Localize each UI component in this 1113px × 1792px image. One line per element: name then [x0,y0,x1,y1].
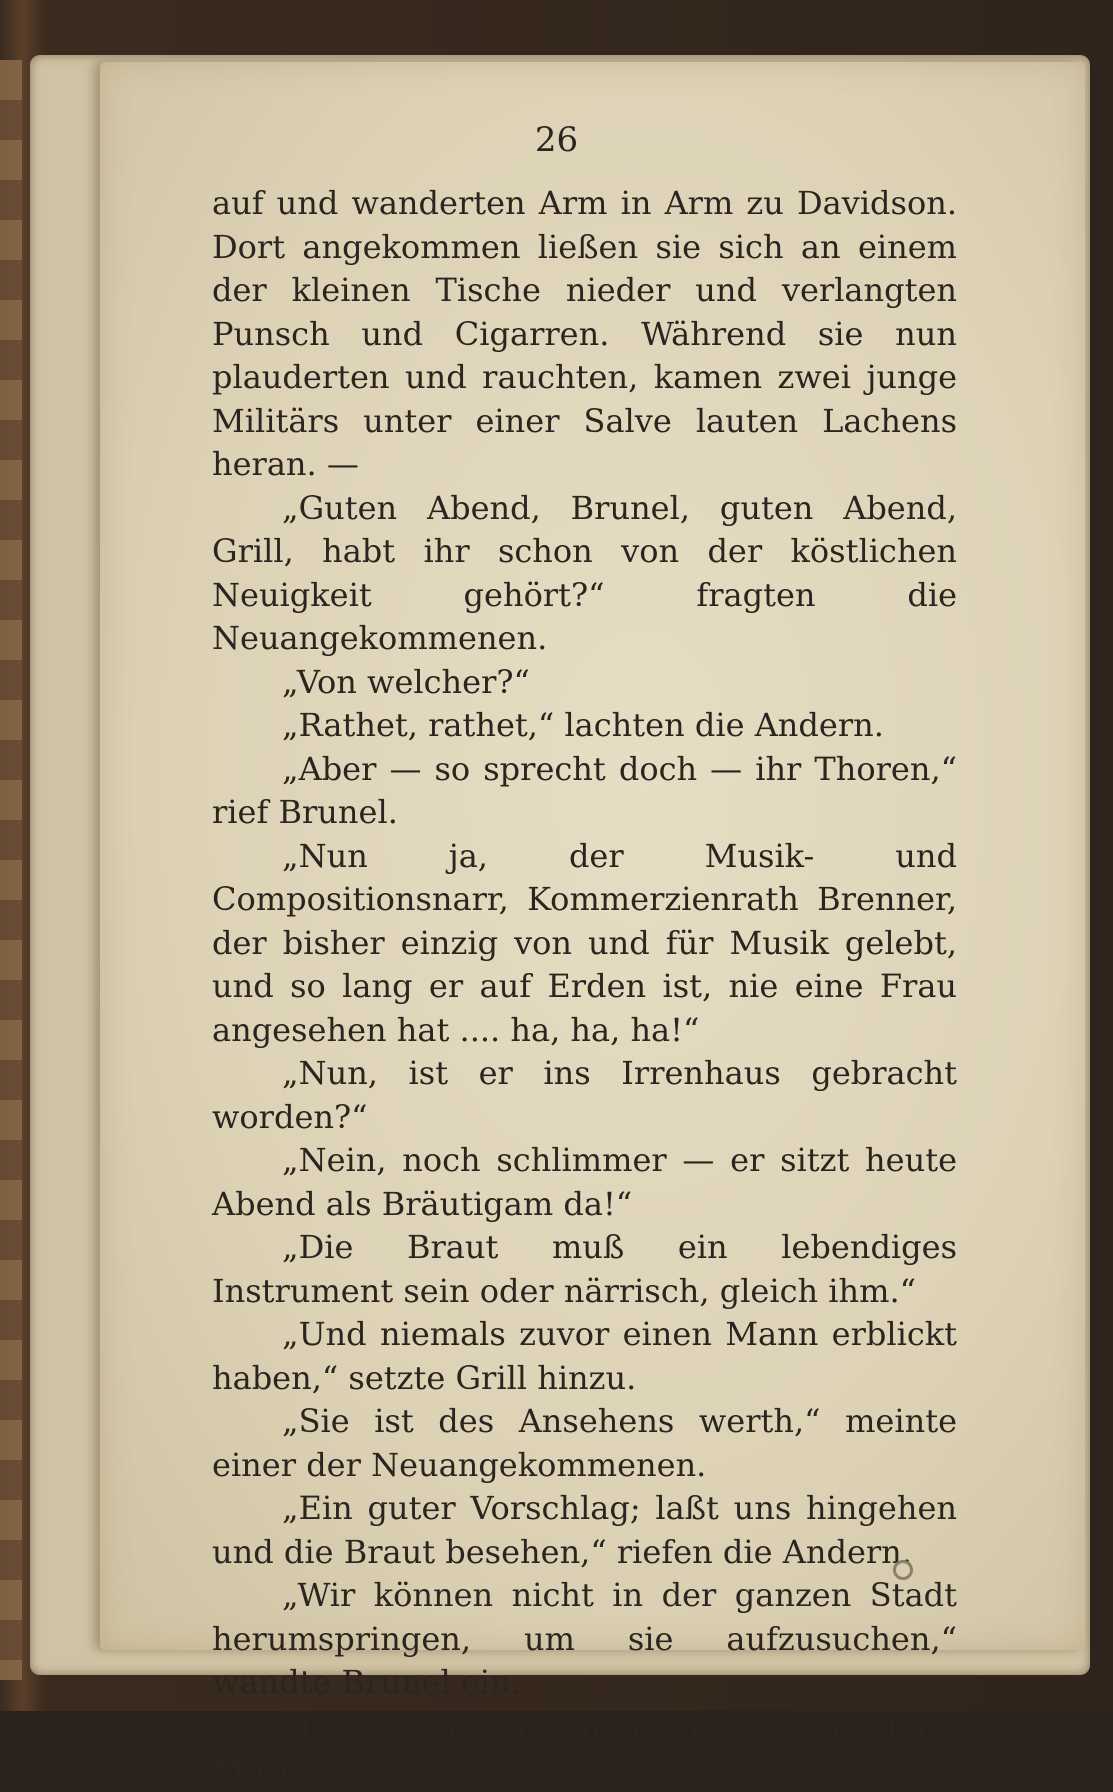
paragraph: auf und wanderten Arm in Arm zu Davidson. Dort angekommen ließen sie sich an einem der kleinen Tische nieder und verlangten Punsch und Cigarren. Während sie nun plauderten und rauchten, kamen zwei junge Militärs unter einer Salve lauten Lachens heran. — [212,184,957,483]
page-text [212,182,957,1792]
paragraph: „Und niemals zuvor einen Mann erblickt haben,“ setzte Grill hinzu. [212,1315,957,1397]
paragraph: „Die Braut muß ein lebendiges Instrument sein oder närrisch, gleich ihm.“ [212,1228,957,1310]
paragraph: „Aber — so sprecht doch — ihr Thoren,“ rief Brunel. [212,749,957,831]
paragraph: „Guten Abend, Brunel, guten Abend, Grill, habt ihr schon von der köstlichen Neuigkeit gehört?“ fragten die Neuangekommenen. [212,488,957,657]
paragraph: „Nun, ist er ins Irrenhaus gebracht worden?“ [212,1054,957,1136]
paragraph: „Nun ja, der Musik- und Compositionsnarr, Kommerzienrath Brenner, der bisher einzig von und für Musik gelebt, und so lang er auf Erden ist, nie eine Frau angesehen hat .... ha, ha, ha!“ [212,836,957,1049]
paragraph: „Das ist auch gar nicht nöthig; denn Moritz [212,1706,957,1788]
paragraph: „Nein, noch schlimmer — er sitzt heute Abend als Bräutigam da!“ [212,1141,957,1223]
page-number: 26 [534,120,579,160]
paragraph: „Wir können nicht in der ganzen Stadt herumspringen, um sie aufzusuchen,“ wandte Brunel ein. [212,1576,957,1701]
paragraph: „Von welcher?“ [282,662,530,701]
paragraph: „Sie ist des Ansehens werth,“ meinte einer der Neuangekommenen. [212,1402,957,1484]
book-spine [0,60,22,1680]
paper-hole [893,1560,913,1580]
paragraph: „Ein guter Vorschlag; laßt uns hingehen und die Braut besehen,“ riefen die Andern. [212,1489,957,1571]
paragraph: „Rathet, rathet,“ lachten die Andern. [282,706,884,744]
